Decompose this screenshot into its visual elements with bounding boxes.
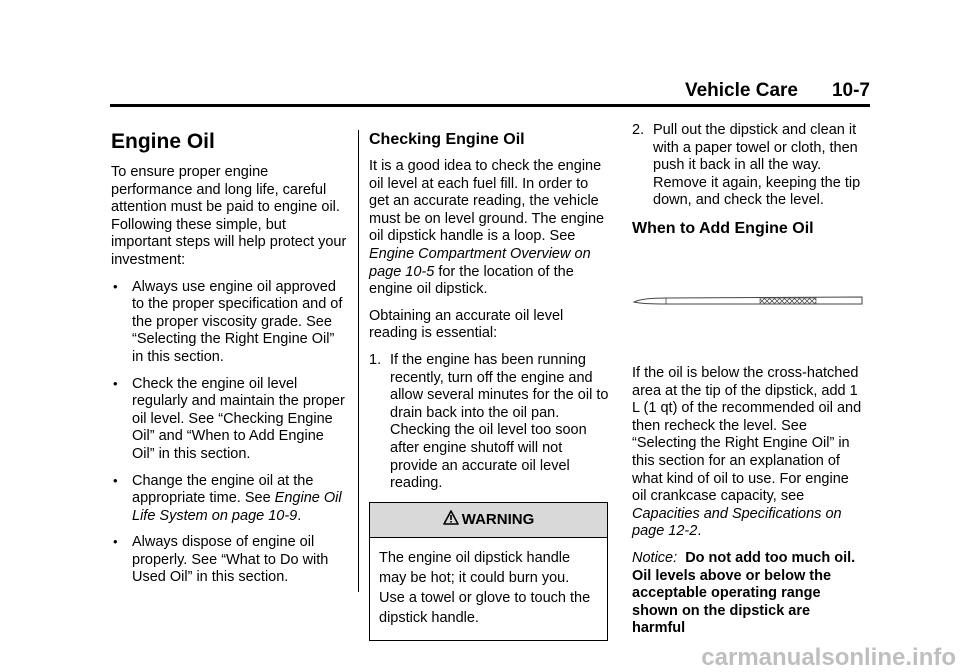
bullet-icon: • [113, 278, 118, 294]
paragraph-text-end: for the location of the engine oil dipstick. [369, 263, 574, 298]
column-1 [111, 122, 349, 596]
column-divider [358, 130, 359, 592]
page-header [0, 78, 870, 104]
bullet-text: Always use engine oil approved to the proper specification and of the proper viscosity grade. See “Selecting the Right Engine Oil” in this section. [132, 278, 343, 365]
warning-title: WARNING [461, 510, 535, 528]
cross-reference: Capacities and Specifications on page 12-2 [632, 505, 842, 540]
paragraph-text: If the oil is below the cross-hatched area at the tip of the dipstick, add 1 L (1 qt) of the recommended oil and then recheck the level. See “Selecting the Right Engine Oil” in this section for an explanation of what kind of oil to use. For engine oil crankcase capacity, see [632, 364, 862, 505]
warning-text: The engine oil dipstick handle may be hot; it could burn you. Use a towel or glove to touch the dipstick handle. [379, 549, 591, 626]
paragraph [369, 158, 609, 299]
page-title: Engine Oil [111, 130, 215, 153]
column-2 [369, 122, 609, 641]
step-text: If the engine has been running recently, turn off the engine and allow several minutes for the oil to drain back into the oil pan. Checking the oil level too soon after engine shutoff will not provide an accurate oil level reading. [390, 351, 609, 492]
bullet-item [111, 279, 349, 367]
page-number: 10-7 [831, 80, 870, 101]
notice-paragraph [632, 550, 867, 638]
warning-triangle-icon [443, 510, 459, 530]
cross-reference: Engine Oil Life System on page 10-9 [132, 490, 342, 524]
column-3 [632, 122, 867, 647]
notice-label: Notice: [632, 549, 678, 566]
numbered-step [369, 352, 609, 493]
section-heading: Checking Engine Oil [369, 131, 525, 148]
numbered-step [632, 122, 867, 210]
bullet-text-end: . [297, 507, 302, 524]
warning-box [369, 502, 608, 641]
bullet-icon: • [113, 375, 118, 391]
header-rule [110, 104, 870, 107]
bullet-text: Check the engine oil level regularly and maintain the proper oil level. See “Checking Engine Oil” and “When to Add Engine Oil” in this section. [132, 375, 345, 462]
step-number: 2. [632, 122, 645, 138]
bullet-icon: • [113, 472, 118, 488]
warning-header [370, 503, 607, 538]
section-heading: When to Add Engine Oil [632, 219, 814, 237]
bullet-icon: • [113, 534, 118, 550]
bullet-text: Change the engine oil at the appropriate time. See [132, 472, 314, 507]
intro-paragraph: To ensure proper engine performance and long life, careful attention must be paid to engine oil. Following these simple, but important steps will help protect your investment: [111, 164, 347, 268]
paragraph-text-end: . [697, 523, 702, 540]
watermark: carmanualsonline.info [701, 644, 956, 671]
dipstick-illustration [632, 261, 867, 341]
paragraph [632, 365, 867, 541]
paragraph: Obtaining an accurate oil level reading is essential: [369, 307, 564, 342]
notice-text: Do not add too much oil. Oil levels above or below the acceptable operating range shown on the dipstick are harmful [632, 549, 856, 637]
bullet-text: Always dispose of engine oil properly. See “What to Do with Used Oil” in this section. [132, 534, 329, 586]
bullet-item [111, 473, 349, 526]
bullet-item [111, 376, 349, 464]
step-number: 1. [369, 351, 382, 368]
bullet-item [111, 534, 349, 587]
section-title: Vehicle Care [684, 80, 798, 101]
paragraph-text: It is a good idea to check the engine oil level at each fuel fill. In order to get an accurate reading, the vehicle must be on level ground. The engine oil dipstick handle is a loop. See [369, 158, 605, 245]
cross-reference: Engine Compartment Overview on page 10-5 [369, 245, 591, 280]
step-text: Pull out the dipstick and clean it with a paper towel or cloth, then push it back in all the way. Remove it again, keeping the tip down, and check the level. [653, 122, 861, 209]
